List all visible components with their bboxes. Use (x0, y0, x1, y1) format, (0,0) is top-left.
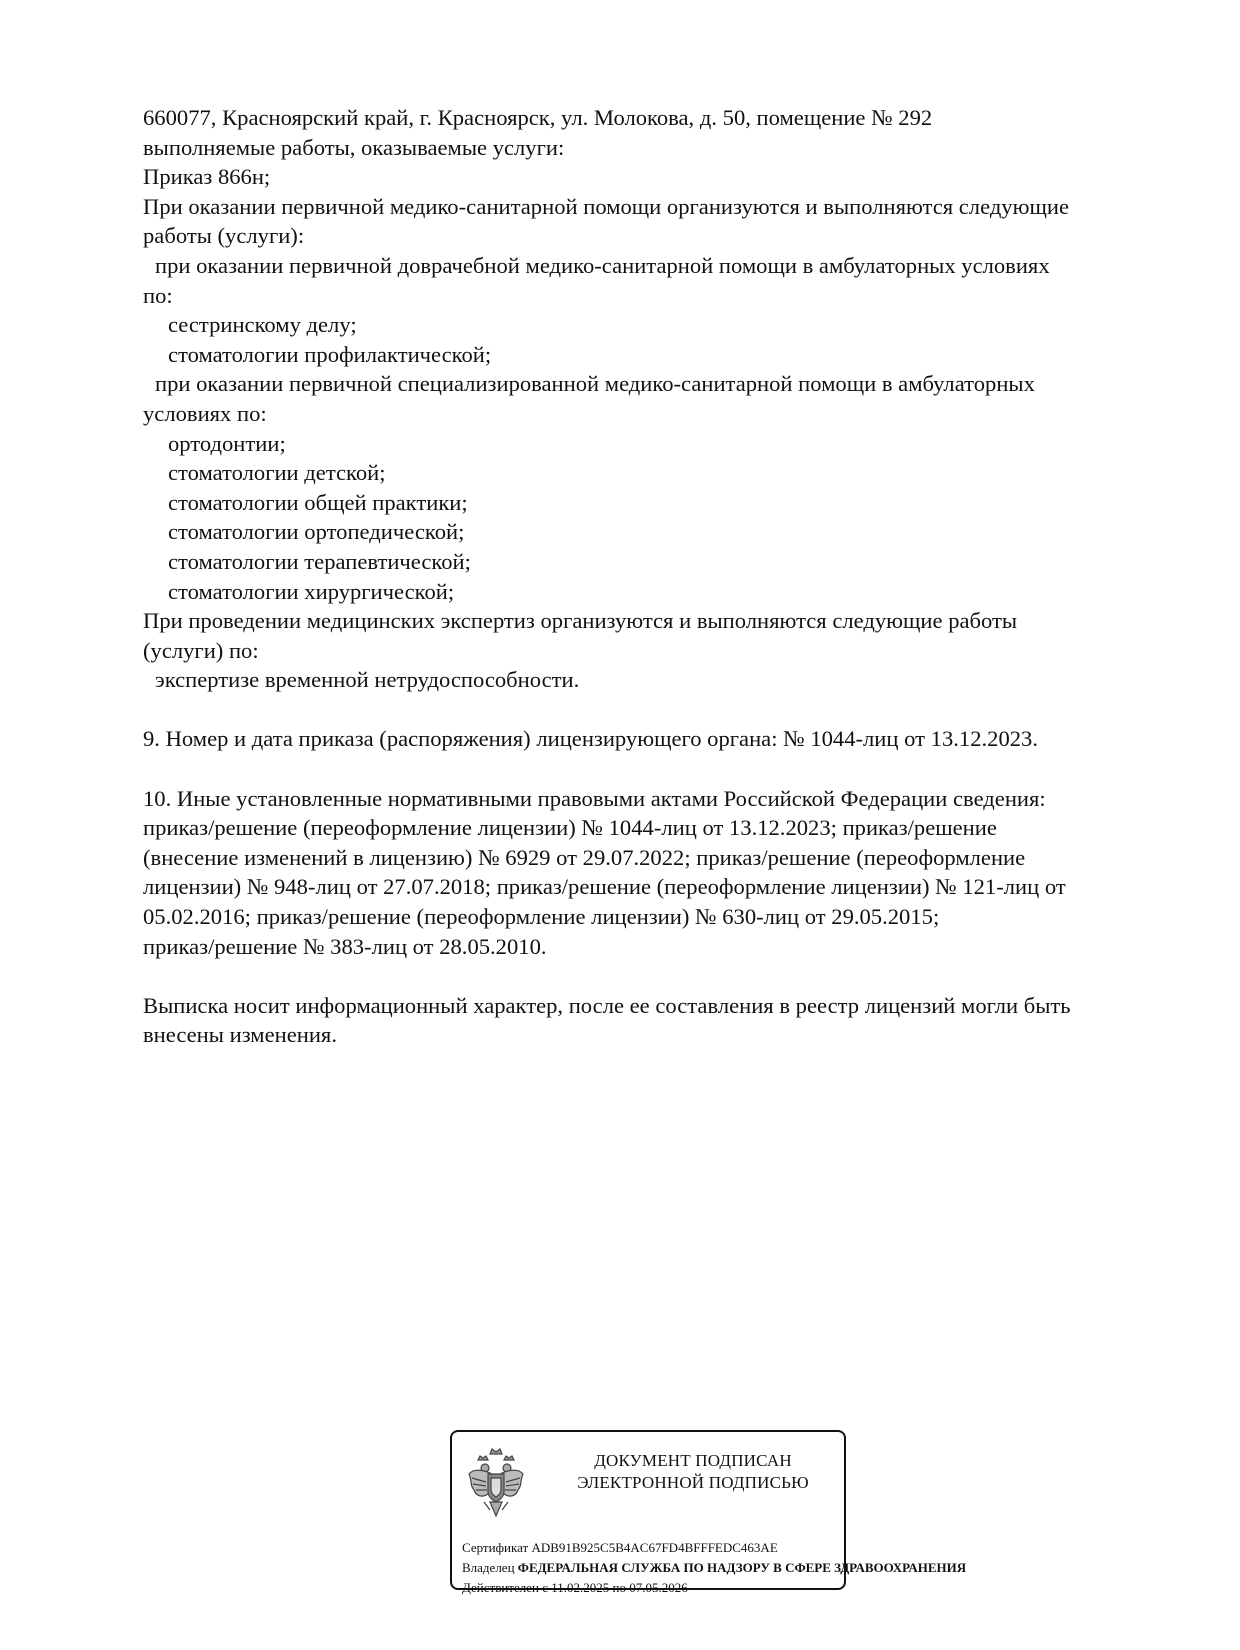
section-10-line: лицензии) № 948-лиц от 27.07.2018; приказ/решение (переоформление лицензии) № 121-лиц от (143, 874, 1066, 900)
service-item: стоматологии детской; (168, 460, 386, 486)
service-item: стоматологии профилактической; (168, 341, 492, 367)
certificate-label: Сертификат (462, 1540, 529, 1555)
section-10-line: приказ/решение № 383-лиц от 28.05.2010. (143, 933, 547, 959)
spacer (143, 695, 1143, 725)
stamp-title (548, 1450, 838, 1494)
certificate-value: ADB91B925C5B4AC67FD4BFFFEDC463AE (531, 1540, 778, 1555)
section-10-line: приказ/решение (переоформление лицензии) № 1044-лиц от 13.12.2023; приказ/решение (143, 815, 997, 841)
service-item: ортодонтии; (168, 430, 286, 456)
stamp-title-line: ДОКУМЕНТ ПОДПИСАН (594, 1451, 792, 1470)
owner-row (462, 1558, 1062, 1578)
service-item: стоматологии хирургической; (168, 578, 455, 604)
service-item: стоматологии общей практики; (168, 489, 468, 515)
russian-coat-of-arms-icon (466, 1444, 526, 1520)
disclaimer-line: внесены изменения. (143, 1022, 337, 1048)
expertise-heading-cont: (услуги) по: (143, 637, 259, 663)
service-item: стоматологии ортопедической; (168, 519, 465, 545)
document-body (143, 103, 1143, 1050)
primary-care-heading: При оказании первичной медико-санитарной помощи организуются и выполняются следующие (143, 193, 1070, 219)
owner-value: ФЕДЕРАЛЬНАЯ СЛУЖБА ПО НАДЗОРУ В СФЕРЕ ЗДРАВООХРАНЕНИЯ (517, 1560, 967, 1575)
service-item: сестринскому делу; (168, 312, 357, 338)
electronic-signature-stamp (450, 1430, 967, 1595)
stamp-details (462, 1538, 1062, 1598)
address-line: 660077, Красноярский край, г. Красноярск, ул. Молокова, д. 50, помещение № 292 (143, 105, 933, 130)
primary-care-heading-cont: работы (услуги): (143, 223, 305, 249)
expertise-heading: При проведении медицинских экспертиз организуются и выполняются следующие работы (143, 608, 1018, 634)
certificate-row (462, 1538, 1062, 1558)
order-reference: Приказ 866н; (143, 164, 271, 190)
section-10-line: 05.02.2016; приказ/решение (переоформление лицензии) № 630-лиц от 29.05.2015; (143, 904, 940, 930)
spacer (143, 961, 1143, 991)
disclaimer-line: Выписка носит информационный характер, после ее составления в реестр лицензий могли быть (143, 992, 1071, 1018)
section-10-line: 10. Иные установленные нормативными правовыми актами Российской Федерации сведения: (143, 785, 1046, 811)
specialized-care-heading-cont: условиях по: (143, 400, 267, 426)
prehospital-care-heading: при оказании первичной доврачебной медико-санитарной помощи в амбулаторных условиях (155, 252, 1050, 278)
service-item: стоматологии терапевтической; (168, 548, 471, 574)
specialized-care-heading: при оказании первичной специализированной медико-санитарной помощи в амбулаторных (155, 371, 1035, 397)
validity-row: Действителен с 11.02.2025 по 07.05.2026 (462, 1580, 688, 1595)
stamp-title-line: ЭЛЕКТРОННОЙ ПОДПИСЬЮ (577, 1473, 809, 1492)
service-item: экспертизе временной нетрудоспособности. (155, 667, 580, 693)
section-10-line: (внесение изменений в лицензию) № 6929 от 29.07.2022; приказ/решение (переоформление (143, 844, 1026, 870)
services-heading: выполняемые работы, оказываемые услуги: (143, 134, 565, 160)
spacer (143, 754, 1143, 784)
prehospital-care-heading-cont: по: (143, 282, 173, 308)
owner-label: Владелец (462, 1560, 515, 1575)
section-9: 9. Номер и дата приказа (распоряжения) лицензирующего органа: № 1044-лиц от 13.12.2023. (143, 726, 1038, 752)
